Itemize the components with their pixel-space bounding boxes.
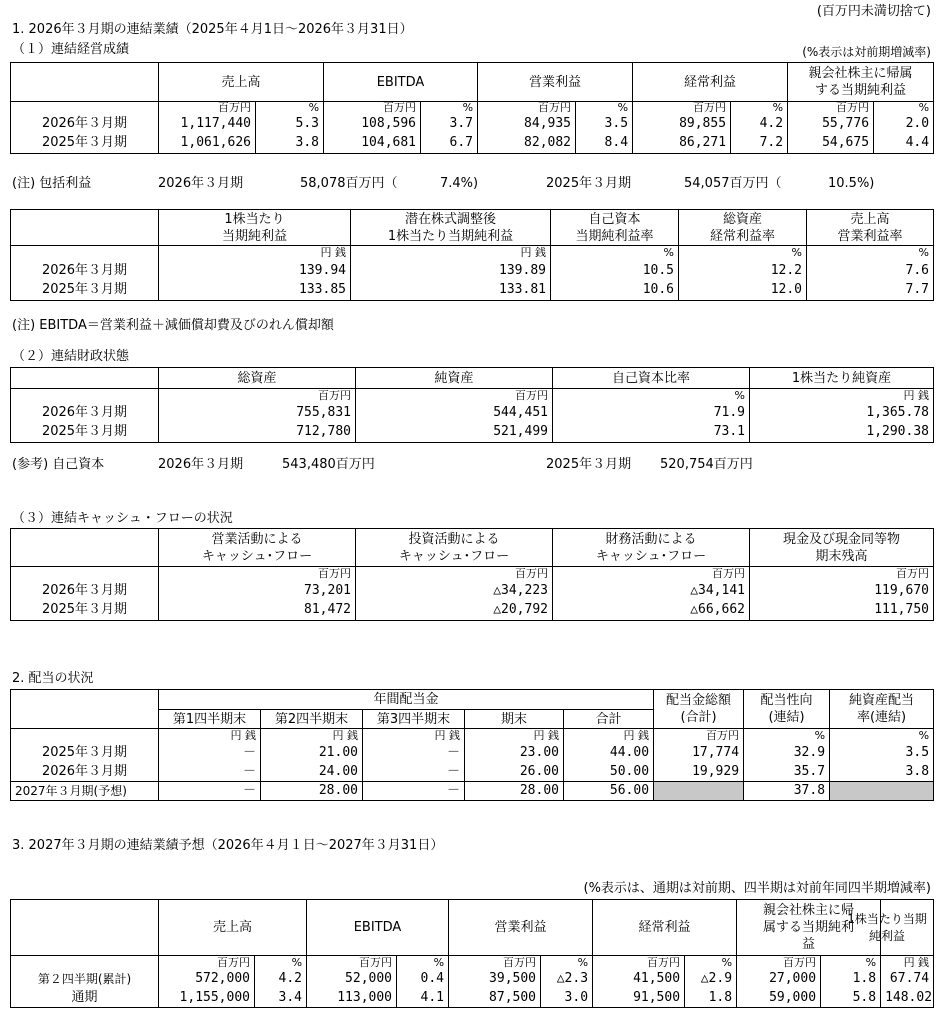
equity-ref-period2: 2025年３月期 (546, 457, 632, 472)
header-year-end: 期末 (465, 710, 564, 729)
cell: 139.94 (159, 261, 351, 281)
cell: 3.0 (541, 989, 593, 1008)
cell: 10.5 (551, 261, 679, 281)
cell: 73,201 (159, 581, 356, 601)
unit-cell: % (830, 729, 934, 743)
unit-cell: % (421, 102, 478, 115)
header-blank (11, 63, 159, 102)
table-row (11, 281, 934, 301)
cell: 59,000 (737, 989, 821, 1008)
unit-cell: 百万円 (159, 567, 356, 581)
cell: 2.0 (874, 115, 934, 134)
cell: 148.02 (881, 989, 934, 1008)
comprehensive-income-period2: 2025年３月期 (546, 176, 632, 191)
eps-table (10, 209, 934, 301)
cell: 7.6 (807, 261, 934, 281)
row-label: 2025年３月期 (11, 743, 159, 763)
unit-cell: 百万円 (356, 567, 553, 581)
cell: 3.8 (830, 763, 934, 782)
unit-cell: % (551, 246, 679, 261)
header-line: 当期純利益 (221, 228, 287, 244)
comprehensive-income-value2: 54,057百万円（ (684, 176, 782, 191)
cell: 3.8 (256, 134, 324, 154)
table-row (11, 423, 934, 443)
unit-cell: 百万円 (307, 956, 397, 970)
unit-cell: 百万円 (737, 956, 821, 970)
cell: 119,670 (750, 581, 934, 601)
unit-cell: 百万円 (478, 102, 576, 115)
cell: △34,223 (356, 581, 553, 601)
header-diluted-eps (351, 210, 551, 246)
comprehensive-income-rate1: 7.4%) (440, 176, 479, 191)
unit-cell: 百万円 (553, 567, 750, 581)
cell: － (159, 782, 261, 801)
cell-shaded (830, 782, 934, 801)
cell: 7.2 (731, 134, 788, 154)
table-row (11, 581, 934, 601)
header-operating-income: 営業利益 (478, 63, 633, 102)
row-label: 2026年３月期 (11, 763, 159, 782)
cell: 71.9 (553, 403, 750, 423)
unit-cell: 百万円 (593, 956, 685, 970)
header-annual-dividend: 年間配当金 (159, 690, 654, 710)
header-q2: 第2四半期末 (261, 710, 363, 729)
row-label: 2026年３月期 (11, 403, 159, 423)
section3-title: 3. 2027年３月期の連結業績予想（2026年４月１日～2027年３月31日） (12, 838, 444, 853)
header-line: 益 (802, 937, 816, 952)
section1-title: 1. 2026年３月期の連結業績（2025年４月1日～2026年３月31日） (12, 22, 413, 37)
cell: △2.9 (685, 970, 737, 989)
header-sales: 売上高 (159, 63, 324, 102)
cell: 5.3 (256, 115, 324, 134)
cell: 4.4 (874, 134, 934, 154)
cell: 91,500 (593, 989, 685, 1008)
comprehensive-income-value1: 58,078百万円（ (300, 176, 398, 191)
cell: 21.00 (261, 743, 363, 763)
header-ordinary-income: 経常利益 (633, 63, 788, 102)
header-line: 自己資本 (588, 211, 641, 227)
header-line: 配当金総額 (666, 693, 732, 708)
unit-cell: 百万円 (159, 102, 256, 115)
unit-cell: % (679, 246, 807, 261)
cell: 17,774 (654, 743, 744, 763)
cell: 3.5 (830, 743, 934, 763)
header-total-assets: 総資産 (159, 368, 356, 389)
header-line: 配当性向 (760, 693, 813, 708)
cell: 521,499 (356, 423, 553, 443)
header-ebitda: EBITDA (307, 900, 449, 956)
comprehensive-income-label: (注) 包括利益 (12, 176, 92, 191)
cell: 54,675 (788, 134, 874, 154)
section2-title: 2. 配当の状況 (12, 671, 94, 686)
unit-cell: 百万円 (324, 102, 421, 115)
header-line: 経常利益率 (709, 228, 775, 244)
unit-cell: 円 銭 (351, 246, 551, 261)
operating-results-table (10, 62, 934, 154)
header-line: 当期純利益率 (575, 228, 654, 244)
header-line: 潜在株式調整後 (404, 211, 496, 227)
cell: 50.00 (564, 763, 654, 782)
header-line: 現金及び現金同等物 (782, 531, 900, 547)
table-row (11, 115, 934, 134)
equity-ref-value1: 543,480百万円 (282, 457, 375, 472)
header-total-dividend (654, 690, 744, 729)
cell: 32.9 (744, 743, 830, 763)
cell: 81,472 (159, 601, 356, 621)
cell: 37.8 (744, 782, 830, 801)
unit-cell: 円 銭 (881, 956, 934, 970)
header-roa (679, 210, 807, 246)
unit-cell: 百万円 (159, 389, 356, 403)
cell: 56.00 (564, 782, 654, 801)
header-ordinary-income: 経常利益 (593, 900, 737, 956)
table-row (11, 763, 934, 782)
cell: 1,290.38 (750, 423, 934, 443)
cell: － (363, 782, 465, 801)
table-row (11, 403, 934, 423)
cell: 6.7 (421, 134, 478, 154)
unit-blank (11, 729, 159, 743)
unit-blank (11, 567, 159, 581)
header-financing-cf (553, 529, 750, 567)
header-line: 営業活動による (211, 531, 303, 547)
header-line: (連結) (768, 710, 805, 725)
row-label: 通期 (11, 989, 159, 1008)
comprehensive-income-period1: 2026年３月期 (158, 176, 244, 191)
header-line: 純資産配当 (849, 693, 915, 708)
unit-cell: % (576, 102, 633, 115)
cell: 4.1 (397, 989, 449, 1008)
forecast-table (10, 899, 934, 1008)
cell: 572,000 (159, 970, 255, 989)
unit-cell: 百万円 (750, 567, 934, 581)
cell: 4.2 (255, 970, 307, 989)
table-row (11, 989, 934, 1008)
unit-cell: 円 銭 (465, 729, 564, 743)
unit-cell: 百万円 (159, 956, 255, 970)
cell: △34,141 (553, 581, 750, 601)
financial-position-table (10, 367, 934, 443)
cell: 108,596 (324, 115, 421, 134)
table-row (11, 261, 934, 281)
cell: 89,855 (633, 115, 731, 134)
row-label: 2026年３月期 (11, 115, 159, 134)
unit-cell: 円 銭 (159, 729, 261, 743)
dividend-table (10, 689, 934, 801)
header-net-income-line2: する当期純利益 (815, 83, 907, 98)
unit-cell: 百万円 (356, 389, 553, 403)
unit-cell: 百万円 (788, 102, 874, 115)
header-total: 合計 (564, 710, 654, 729)
header-line: 売上高 (850, 211, 890, 227)
section3-note: (%表示は、通期は対前期、四半期は対前年同四半期増減率) (583, 881, 931, 896)
cell: 39,500 (449, 970, 541, 989)
cell: 41,500 (593, 970, 685, 989)
cell: 26.00 (465, 763, 564, 782)
header-line: キャッシュ･フロー (201, 548, 313, 564)
cell: 3.5 (576, 115, 633, 134)
header-line: 1株当たり当期純利益 (387, 228, 514, 244)
cell: 1,155,000 (159, 989, 255, 1008)
header-payout-ratio (744, 690, 830, 729)
unit-cell: 円 銭 (564, 729, 654, 743)
header-eps (847, 900, 934, 956)
cell: 19,929 (654, 763, 744, 782)
header-line: キャッシュ･フロー (595, 548, 707, 564)
unit-cell: % (685, 956, 737, 970)
header-line: キャッシュ･フロー (398, 548, 510, 564)
header-line: 率(連結) (856, 710, 907, 725)
unit-blank (11, 246, 159, 261)
unit-cell: % (821, 956, 881, 970)
header-sales: 売上高 (159, 900, 307, 956)
cash-flow-table (10, 528, 934, 621)
cell: △66,662 (553, 601, 750, 621)
unit-cell: % (807, 246, 934, 261)
unit-cell: 円 銭 (159, 246, 351, 261)
section1-sub1-title: （１）連結経営成績 (12, 42, 130, 57)
cell: 104,681 (324, 134, 421, 154)
unit-cell: 円 銭 (363, 729, 465, 743)
cell: 1,365.78 (750, 403, 934, 423)
unit-cell: % (541, 956, 593, 970)
header-q1: 第1四半期末 (159, 710, 261, 729)
header-line: 属する当期純利 (763, 920, 855, 935)
cell: 12.0 (679, 281, 807, 301)
cell: △2.3 (541, 970, 593, 989)
header-roe (551, 210, 679, 246)
header-blank (11, 900, 159, 956)
unit-cell: 円 銭 (750, 389, 934, 403)
section1-sub2-title: （２）連結財政状態 (12, 349, 130, 364)
header-line: (合計) (680, 710, 717, 725)
row-label: 2025年３月期 (11, 134, 159, 154)
unit-cell: % (874, 102, 934, 115)
cell: 82,082 (478, 134, 576, 154)
cell: 139.89 (351, 261, 551, 281)
cell: 3.7 (421, 115, 478, 134)
header-eps (159, 210, 351, 246)
cell: 3.4 (255, 989, 307, 1008)
cell: 755,831 (159, 403, 356, 423)
cell: 28.00 (465, 782, 564, 801)
cell: 27,000 (737, 970, 821, 989)
header-line: 投資活動による (408, 531, 500, 547)
row-label: 2025年３月期 (11, 423, 159, 443)
unit-blank (11, 102, 159, 115)
header-investing-cf (356, 529, 553, 567)
cell: 87,500 (449, 989, 541, 1008)
equity-ref-label: (参考) 自己資本 (12, 457, 105, 472)
header-blank (11, 368, 159, 389)
header-net-income-line1: 親会社株主に帰属 (808, 66, 913, 81)
header-line: 1株当たり (224, 211, 285, 227)
cell: 4.2 (731, 115, 788, 134)
header-blank (11, 529, 159, 567)
header-operating-cf (159, 529, 356, 567)
header-cash-balance (750, 529, 934, 567)
cell: 35.7 (744, 763, 830, 782)
header-q3: 第3四半期末 (363, 710, 465, 729)
table-row (11, 782, 934, 801)
unit-cell: % (553, 389, 750, 403)
unit-cell: 百万円 (654, 729, 744, 743)
unit-note: (百万円未満切捨て) (816, 4, 931, 19)
cell: 10.6 (551, 281, 679, 301)
cell: 113,000 (307, 989, 397, 1008)
unit-cell: % (397, 956, 449, 970)
cell: 12.2 (679, 261, 807, 281)
table-row (11, 134, 934, 154)
table-row (11, 970, 934, 989)
header-line: 営業利益率 (837, 228, 903, 244)
cell: 73.1 (553, 423, 750, 443)
header-line: 1株当たり当期 (847, 911, 927, 926)
unit-blank (11, 389, 159, 403)
unit-cell: % (744, 729, 830, 743)
cell: 1,117,440 (159, 115, 256, 134)
unit-cell: 円 銭 (261, 729, 363, 743)
row-label: 第２四半期(累計) (11, 970, 159, 989)
table-row (11, 601, 934, 621)
header-doe (830, 690, 934, 729)
cell: － (159, 743, 261, 763)
cell: 24.00 (261, 763, 363, 782)
ebitda-note: (注) EBITDA＝営業利益＋減価償却費及びのれん償却額 (12, 318, 334, 333)
cell: 1.8 (821, 970, 881, 989)
header-operating-income: 営業利益 (449, 900, 593, 956)
header-line: 期末残高 (815, 548, 868, 564)
cell: 7.7 (807, 281, 934, 301)
cell: 133.85 (159, 281, 351, 301)
cell: 1.8 (685, 989, 737, 1008)
equity-ref-value2: 520,754百万円 (660, 457, 753, 472)
cell: 1,061,626 (159, 134, 256, 154)
row-label: 2026年３月期 (11, 261, 159, 281)
header-line: 総資産 (722, 211, 762, 227)
unit-cell: % (256, 102, 324, 115)
unit-cell: 百万円 (633, 102, 731, 115)
cell: 67.74 (881, 970, 934, 989)
header-line: 親会社株主に帰 (763, 903, 855, 918)
cell-shaded (654, 782, 744, 801)
header-net-assets: 純資産 (356, 368, 553, 389)
cell: 28.00 (261, 782, 363, 801)
cell: 712,780 (159, 423, 356, 443)
cell: 5.8 (821, 989, 881, 1008)
cell: － (159, 763, 261, 782)
cell: 544,451 (356, 403, 553, 423)
comprehensive-income-rate2: 10.5%) (828, 176, 875, 191)
header-line: 純利益 (869, 928, 906, 943)
header-ebitda: EBITDA (324, 63, 478, 102)
cell: 23.00 (465, 743, 564, 763)
cell: 84,935 (478, 115, 576, 134)
cell: 52,000 (307, 970, 397, 989)
cell: 133.81 (351, 281, 551, 301)
cell: 111,750 (750, 601, 934, 621)
section1-sub3-title: （３）連結キャッシュ・フローの状況 (12, 511, 233, 526)
header-blank (11, 210, 159, 246)
header-blank (11, 690, 159, 729)
unit-blank (11, 956, 159, 970)
header-equity-ratio: 自己資本比率 (553, 368, 750, 389)
table-row (11, 743, 934, 763)
section1-sub1-note: (%表示は対前期増減率) (802, 45, 931, 59)
unit-cell: % (255, 956, 307, 970)
row-label: 2025年３月期 (11, 601, 159, 621)
cell: 55,776 (788, 115, 874, 134)
row-label: 2025年３月期 (11, 281, 159, 301)
unit-cell: 百万円 (449, 956, 541, 970)
row-label: 2027年３月期(予想) (11, 782, 159, 801)
row-label: 2026年３月期 (11, 581, 159, 601)
unit-cell: % (731, 102, 788, 115)
cell: － (363, 743, 465, 763)
equity-ref-period1: 2026年３月期 (158, 457, 244, 472)
cell: 86,271 (633, 134, 731, 154)
cell: 0.4 (397, 970, 449, 989)
header-line: 財務活動による (605, 531, 697, 547)
header-net-income (788, 63, 934, 102)
cell: 44.00 (564, 743, 654, 763)
header-operating-margin (807, 210, 934, 246)
cell: － (363, 763, 465, 782)
header-bps: 1株当たり純資産 (750, 368, 934, 389)
cell: △20,792 (356, 601, 553, 621)
cell: 8.4 (576, 134, 633, 154)
